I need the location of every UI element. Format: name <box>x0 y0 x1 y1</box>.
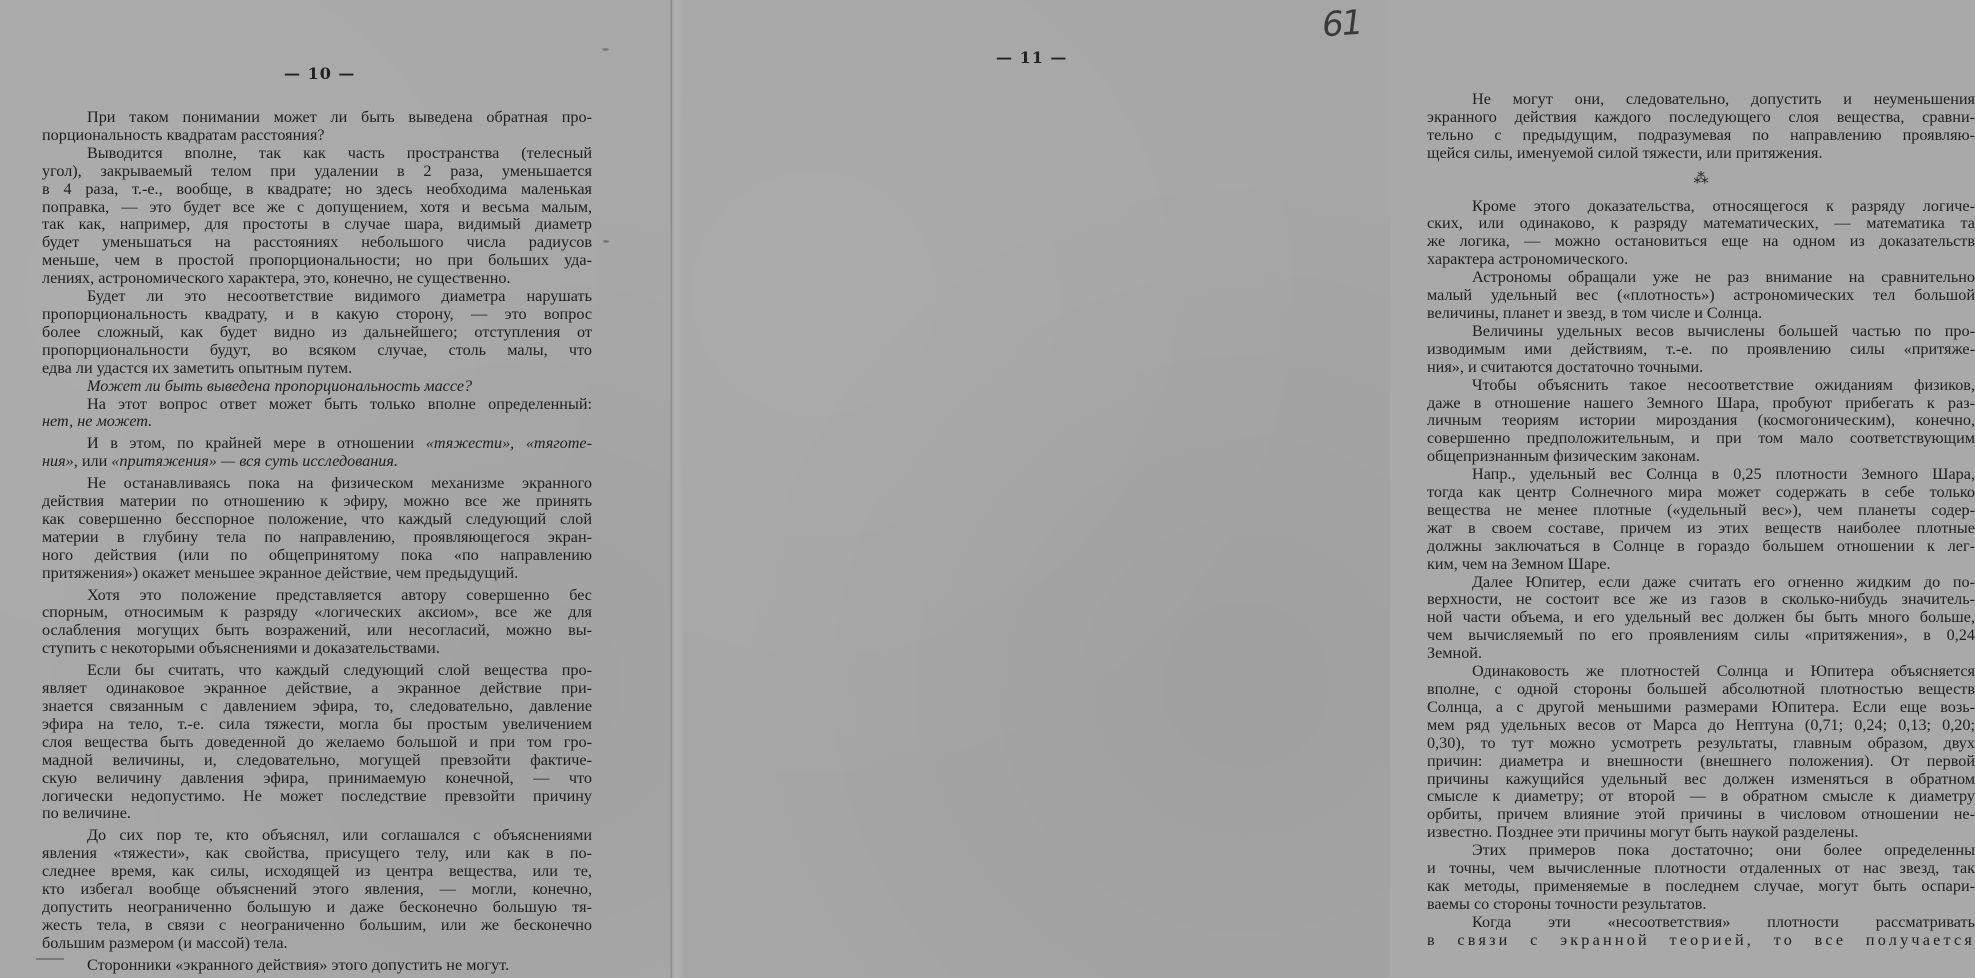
text-line: должны заключаться в Солнце в гораздо большем отношении к лег- <box>1427 536 1975 555</box>
body-paragraph <box>1427 91 1975 163</box>
text-line: Хотя это положение представляется автору совершенно бес <box>87 585 592 604</box>
text-line: поправка, — это будет все же с допущением, хотя и весьма малым, <box>42 197 592 216</box>
text-line: жесть тела, в связи с неограниченно большим, или же бесконечно <box>42 915 592 934</box>
text-line: Земной. <box>1427 644 1483 663</box>
body-paragraph <box>42 435 592 471</box>
body-paragraph <box>1427 269 1975 323</box>
text-line: Чтобы объяснить такое несоответствие ожиданиям физиков, <box>1472 375 1975 394</box>
text-line: Кроме этого доказательства, относящегося к разряду логиче- <box>1472 196 1975 215</box>
text-line: величины, планет и звезд, в том числе и Солнца. <box>1427 303 1763 322</box>
text-line: Сторонники «экранного действия» этого допустить не могут. <box>87 955 510 974</box>
text-line: личным теориям истории мироздания (космогоническим), конечно, <box>1427 411 1975 430</box>
text-line: же логика, — можно остановиться еще на одном из доказательств <box>1427 232 1975 251</box>
text-line: Солнца, а с другой меньшими размерами Юпитера. Если еще возь- <box>1427 697 1975 716</box>
text-line: ослабления могущих быть возражений, или несогласий, можно вы- <box>42 621 592 640</box>
text-line: вполне, с одной стороны большей абсолютной плотностью веществ <box>1427 680 1975 698</box>
text-line: пропорциональность квадрату, и в какую сторону, — это вопрос <box>42 304 592 323</box>
text-line: как методы, применяемые в последнем случае, могут быть оспари- <box>1427 876 1975 895</box>
italic-question-paragraph <box>42 378 592 396</box>
page-number-left: — 10 — <box>284 64 356 83</box>
text-line: ния», и считаются достаточно точными. <box>1427 357 1704 376</box>
text-line: известно. Позднее эти причины могут быть наукой разделены. <box>1427 823 1859 842</box>
text-line: Одинаковость же плотностей Солнца и Юпитера объясняется <box>1472 662 1975 681</box>
text-line: характера астрономического. <box>1427 250 1629 269</box>
text-line: более сложный, как будет видно из дальнейшего; отступления от <box>42 322 592 341</box>
body-paragraph <box>42 109 592 145</box>
text-line: ских, или одинаково, к разряду математических, — математика та <box>1427 214 1975 233</box>
text-line: вещества не менее плотные («удельный вес»), чем планеты содер- <box>1427 500 1975 519</box>
body-paragraph <box>1427 198 1975 270</box>
text-line: даже в отношение нашего Земного Шара, пробуют прибегать к раз- <box>1427 393 1975 412</box>
text-line: большим размером (и массой) тела. <box>42 933 288 952</box>
text-line: логически недопустимо. Не может последствие превзойти причину <box>42 786 592 805</box>
text-line: лениях, астрономического характера, это, конечно, не существенно. <box>42 269 511 288</box>
text-line: смысле к диаметру; от второй — в обратном смысле к диаметру <box>1427 787 1975 806</box>
text-line: в 4 раза, т.-е., вообще, в квадрате; но здесь необходима маленькая <box>42 179 592 198</box>
text-line: 0,30), то тут можно усмотреть результаты, главным образом, двух <box>1427 733 1975 752</box>
text-line: Не останавливаясь пока на физическом механизме экранного <box>87 474 592 493</box>
body-paragraph <box>1427 574 1975 664</box>
text-line: являет одинаковое экранное действие, а экранное действие при- <box>42 679 592 698</box>
text-line: причины кажущийся удельный вес должен изменяться в обратном <box>1427 769 1975 788</box>
body-paragraph <box>42 288 592 378</box>
text-line: явления «тяжести», как свойства, присущего телу, или как в по- <box>42 844 592 863</box>
text-line: причин: диаметра и внешности (внешнего положения). От первой <box>1427 751 1975 770</box>
text-line: в связи с экранной теорией, то все получается <box>1427 930 1975 949</box>
text-line: При таком понимании может ли быть выведена обратная про- <box>87 108 592 126</box>
text-line: ния», или «притяжения» — вся суть исследования. <box>42 452 398 471</box>
text-line: спорным, относимым к разряду «логических аксиом», все же для <box>42 603 592 622</box>
text-line: изводимым ими действиям, т.-е. по проявлению силы «притяже- <box>1427 339 1975 358</box>
body-paragraph <box>1427 323 1975 377</box>
text-line: пропорциональности будут, во всяком случае, столь малы, что <box>42 340 592 359</box>
text-line: совершенно предположительным, и при том мало соответствующим <box>1427 429 1975 448</box>
text-line: мем ряд удельных весов от Марса до Нептуна (0,71; 0,24; 0,13; 0,20; <box>1427 715 1975 734</box>
text-line: Далее Юпитер, если даже считать его огненно жидким до по- <box>1472 572 1975 591</box>
text-line: слоя вещества быть доведенной до желаемо большой и при том гро- <box>42 732 592 751</box>
body-paragraph <box>1427 914 1975 950</box>
text-line: Этих примеров пока достаточно; они более определенны <box>1472 841 1975 860</box>
text-line: едва ли удастся их заметить опытным путем. <box>42 358 353 377</box>
text-line: материи в глубину тела по направлению, проявляющегося экран- <box>42 527 592 546</box>
section-ornament: ⁂ <box>1693 170 1709 187</box>
text-line: следнее время, как силы, исходящей из центра вещества, или те, <box>42 862 592 881</box>
text-line: тогда как центр Солнечного мира может содержать в себе только <box>1427 483 1975 502</box>
body-paragraph <box>42 396 592 432</box>
body-paragraph <box>1427 466 1975 573</box>
gutter-fold-line <box>671 0 672 978</box>
ink-speck <box>36 958 64 960</box>
text-line: Будет ли это несоответствие видимого диаметра нарушать <box>87 287 592 306</box>
text-line: угол), закрываемый телом при удалении в 2 раза, уменьшается <box>42 161 592 180</box>
handwritten-page-mark: 61 <box>1320 2 1363 46</box>
text-line: общепризнанным физическим законам. <box>1427 447 1700 466</box>
text-line: по величине. <box>42 804 131 823</box>
text-line: ной части объема, и его удельный вес должен бы быть много больше, <box>1427 608 1975 627</box>
text-line: так как, например, для простоты в случае шара, видимый диаметр <box>42 215 592 234</box>
left-page-body <box>42 109 592 975</box>
body-paragraph <box>1427 377 1975 467</box>
text-line: эфира на тело, т.-е. сила тяжести, могла бы простым увеличением <box>42 714 592 733</box>
text-line: малый удельный вес («плотность») астрономических тел большой <box>1427 286 1975 305</box>
text-line: порциональность квадратам расстояния? <box>42 125 325 144</box>
text-line: верхности, не состоит все же из газов в сколько-нибудь значитель- <box>1427 590 1975 609</box>
text-line: скую величину давления эфира, принимаемую конечной, — что <box>42 768 592 787</box>
text-line: и точны, чем вычисленные плотности отдаленных от нас звезд, так <box>1427 859 1975 878</box>
body-paragraph <box>42 587 592 659</box>
body-paragraph <box>1427 663 1975 842</box>
text-line: притяжения») окажет меньшее экранное действие, чем предыдущий. <box>42 563 519 582</box>
text-line: орбиты, причем влияние этой причины в числовом отношении не- <box>1427 805 1975 824</box>
text-line: Выводится вполне, так как часть пространства (телесный <box>87 143 592 162</box>
ink-speck <box>602 48 609 51</box>
text-line: Когда эти «несоответствия» плотности рассматривать <box>1472 912 1975 931</box>
text-line: тельно с предыдущим, подразумевая по направлению проявляю- <box>1427 125 1975 144</box>
text-line: чем вычисляемый по его проявлениям силы «притяжения», в 0,24 <box>1427 626 1975 645</box>
text-line: ступить с некоторыми объяснениями и доказательствами. <box>42 639 440 658</box>
text-line: ким, чем на Земном Шаре. <box>1427 554 1611 573</box>
text-line: меньше, чем в простой пропорциональности; но при больших уда- <box>42 251 592 270</box>
text-line: будет уменьшаться на расстояниях небольшого числа радиусов <box>42 233 592 252</box>
body-paragraph <box>42 827 592 952</box>
text-line: как совершенно бесспорное положение, что каждый следующий слой <box>42 509 592 528</box>
text-line: действия материи по отношению к эфиру, можно все же принять <box>42 492 592 511</box>
text-line: До сих пор те, кто объяснял, или соглашался с объяснениями <box>87 826 592 845</box>
text-line: мадной величины, и, следовательно, могущей превзойти фактиче- <box>42 750 592 769</box>
text-line: ного действия (или по общепринятому пока «по направлению <box>42 545 592 564</box>
text-line: нет, не может. <box>42 412 153 431</box>
text-line: Астрономы обращали уже не раз внимание на сравнительно <box>1472 268 1975 287</box>
text-line: щейся силы, именуемой силой тяжести, или притяжения. <box>1427 143 1823 162</box>
body-paragraph <box>42 957 592 975</box>
text-line: На этот вопрос ответ может быть только вполне определенный: <box>87 394 592 413</box>
book-gutter <box>670 0 684 978</box>
ink-speck <box>603 240 609 243</box>
text-line: допустить неограниченно большую и даже бесконечно большую тя- <box>42 897 592 916</box>
body-paragraph <box>42 145 592 288</box>
text-line: И в этом, по крайней мере в отношении «тяжести», «тяготе- <box>87 434 593 453</box>
text-line: ваемы со стороны точности результатов. <box>1427 894 1707 913</box>
left-page <box>0 0 670 978</box>
page-number-right: — 11 — <box>996 48 1068 67</box>
text-line: кто избегал вообще объяснений этого явления, — могли, конечно, <box>42 880 592 899</box>
body-paragraph <box>42 662 592 823</box>
right-page-body <box>1427 91 1975 950</box>
text-line: Величины удельных весов вычислены большей частью по про- <box>1472 321 1975 340</box>
text-line: Напр., удельный вес Солнца в 0,25 плотности Земного Шара, <box>1472 465 1975 484</box>
text-line: жат в своем составе, причем из этих веществ наиболее плотные <box>1427 518 1975 537</box>
body-paragraph <box>42 475 592 582</box>
text-line: Может ли быть выведена пропорциональность массе? <box>87 376 473 395</box>
text-line: знается связанным с давлением эфира, то, следовательно, давление <box>42 697 592 715</box>
text-line: Не могут они, следовательно, допустить и неуменьшения <box>1472 90 1975 108</box>
body-paragraph <box>1427 842 1975 914</box>
text-line: Если бы считать, что каждый следующий слой вещества про- <box>87 661 592 680</box>
text-line: экранного действия каждого последующего слоя вещества, сравни- <box>1427 107 1975 126</box>
right-page <box>670 0 1975 978</box>
